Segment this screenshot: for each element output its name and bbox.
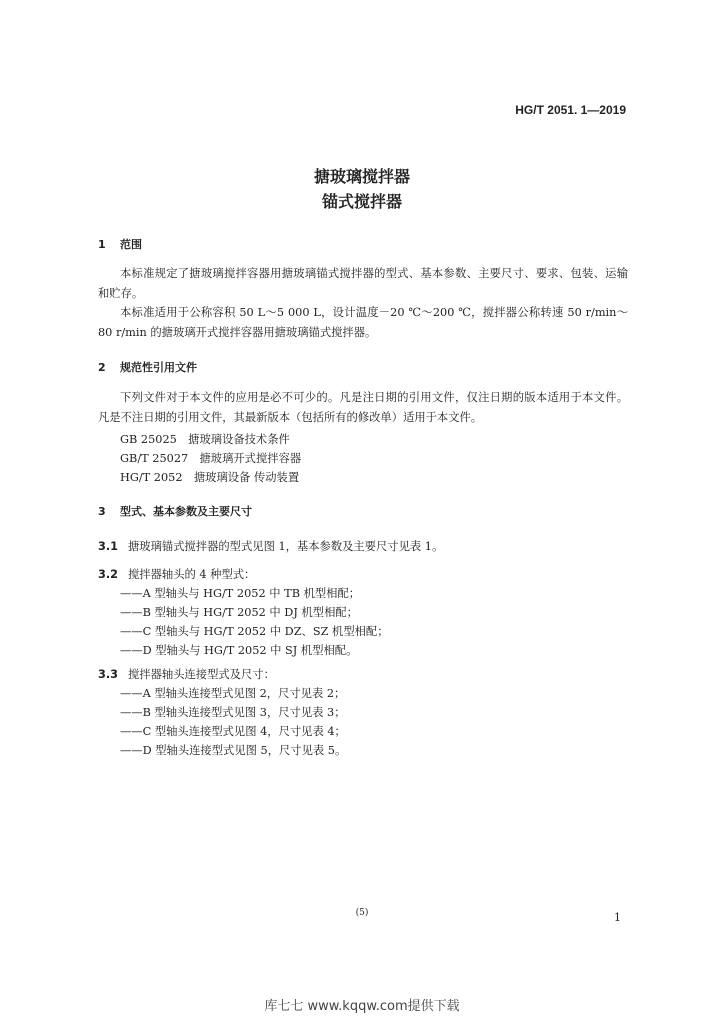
reference-item: GB/T 25027 搪玻璃开式搅拌容器 xyxy=(120,452,302,465)
subsection-text: 搅拌器轴头连接型式及尺寸： xyxy=(128,668,275,681)
paragraph: 下列文件对于本文件的应用是必不可少的。凡是注日期的引用文件，仅注日期的版本适用于本文件。凡是不注日期的引用文件，其最新版本（包括所有的修改单）适用于本文件。 xyxy=(98,391,628,424)
paragraph: 本标准规定了搪玻璃搅拌容器用搪玻璃锚式搅拌器的型式、基本参数、主要尺寸、要求、包装、运输和贮存。 xyxy=(98,267,628,300)
list-item: ——D 型轴头与 HG/T 2052 中 SJ 机型相配。 xyxy=(120,644,358,657)
reference-item: HG/T 2052 搪玻璃设备 传动装置 xyxy=(120,471,300,484)
download-watermark: 库七七 www.kqqw.com提供下载 xyxy=(264,999,460,1014)
list-item: ——B 型轴头与 HG/T 2052 中 DJ 机型相配； xyxy=(120,606,358,619)
page-number: 1 xyxy=(614,911,621,924)
section-title: 范围 xyxy=(120,238,142,251)
title-line-1: 搪玻璃搅拌器 xyxy=(313,167,410,186)
section-2-heading xyxy=(98,359,197,375)
section-2-body xyxy=(98,388,628,427)
section-number: 1 xyxy=(98,238,106,251)
section-title: 型式、基本参数及主要尺寸 xyxy=(120,505,252,518)
list-item: ——C 型轴头连接型式见图 4，尺寸见表 4； xyxy=(120,725,346,738)
list-item: ——D 型轴头连接型式见图 5，尺寸见表 5。 xyxy=(120,744,347,757)
subsection-number: 3.1 xyxy=(98,540,119,553)
list-item: ——A 型轴头与 HG/T 2052 中 TB 机型相配； xyxy=(120,587,361,600)
page-marker: (5) xyxy=(355,908,369,918)
subsection-3-1 xyxy=(98,538,443,554)
title-line-2: 锚式搅拌器 xyxy=(321,192,402,211)
section-number: 3 xyxy=(98,505,106,518)
subsection-3-2 xyxy=(98,566,255,582)
paragraph: 本标准适用于公称容积 50 L～5 000 L，设计温度－20 ℃～200 ℃，搅拌器公称转速 50 r/min～80 r/min 的搪玻璃开式搅拌容器用搪玻璃锚式搅拌器。 xyxy=(98,306,628,339)
section-1-heading xyxy=(98,236,142,252)
section-1-body xyxy=(98,264,628,342)
section-3-heading xyxy=(98,503,252,519)
section-number: 2 xyxy=(98,361,106,374)
subsection-number: 3.3 xyxy=(98,668,119,681)
standard-code: HG/T 2051. 1—2019 xyxy=(515,103,626,117)
list-item: ——B 型轴头连接型式见图 3，尺寸见表 3； xyxy=(120,706,346,719)
section-title: 规范性引用文件 xyxy=(120,361,197,374)
subsection-number: 3.2 xyxy=(98,568,119,581)
reference-item: GB 25025 搪玻璃设备技术条件 xyxy=(120,433,290,446)
list-item: ——A 型轴头连接型式见图 2，尺寸见表 2； xyxy=(120,687,346,700)
list-item: ——C 型轴头与 HG/T 2052 中 DZ、SZ 机型相配； xyxy=(120,625,389,638)
subsection-3-3 xyxy=(98,666,275,682)
subsection-text: 搪玻璃锚式搅拌器的型式见图 1，基本参数及主要尺寸见表 1。 xyxy=(128,540,444,553)
subsection-text: 搅拌器轴头的 4 种型式： xyxy=(128,568,256,581)
